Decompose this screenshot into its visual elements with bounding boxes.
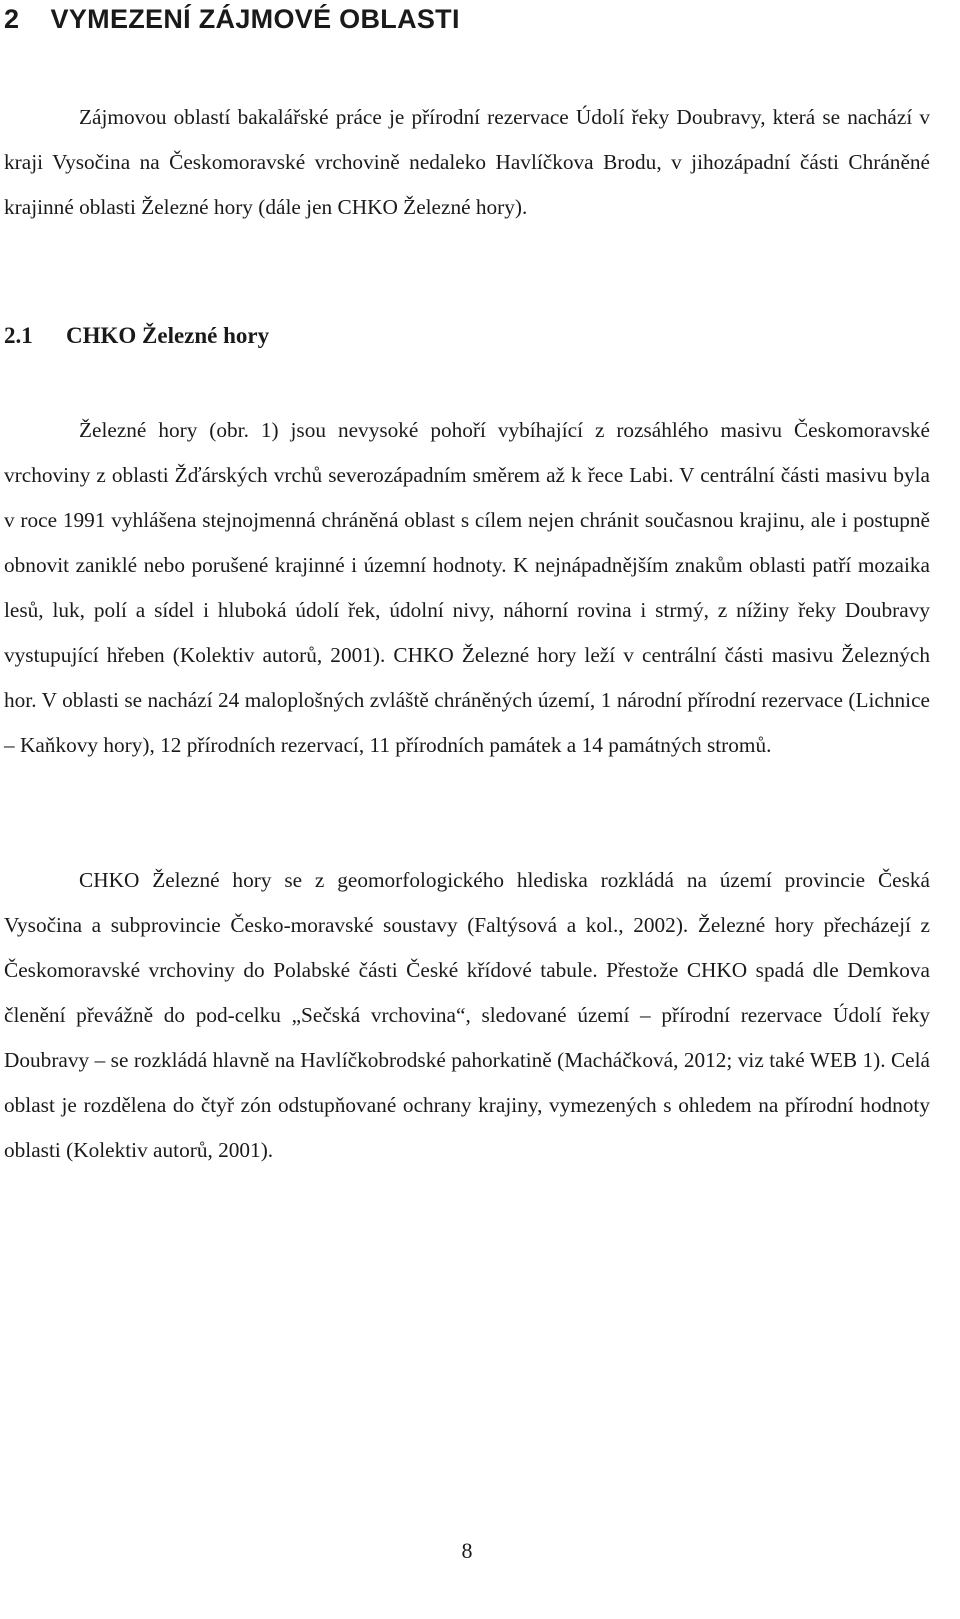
body-paragraph: Železné hory (obr. 1) jsou nevysoké pohoří vybíhající z rozsáhlého masivu Českomoravské vrchoviny z oblasti Žďárských vrchů severozápadním směrem až k řece Labi. V centrální části masivu byla v roce 1991 vyhlášena stejnojmenná chráněná oblast s cílem nejen chránit současnou krajinu, ale i postupně obnovit zaniklé nebo porušené krajinné i územní hodnoty. K nejnápadnějším znakům oblasti patří mozaika lesů, luk, polí a sídel i hluboká údolí řek, údolní nivy, náhorní rovina i strmý, z nížiny řeky Doubravy vystupující hřeben (Kolektiv autorů, 2001). CHKO Železné hory leží v centrální části masivu Železných hor. V oblasti se nachází 24 maloplošných zvláště chráněných území, 1 národní přírodní rezervace (Lichnice – Kaňkovy hory), 12 přírodních rezervací, 11 přírodních památek a 14 památných stromů. <box>4 418 930 757</box>
section-number: 2.1 <box>4 323 33 348</box>
section-title: CHKO Železné hory <box>66 323 270 348</box>
intro-paragraph: Zájmovou oblastí bakalářské práce je přírodní rezervace Údolí řeky Doubravy, která se nachází v kraji Vysočina na Českomoravské vrchovině nedaleko Havlíčkova Brodu, v jihozápadní části Chráněné krajinné oblasti Železné hory (dále jen CHKO Železné hory). <box>4 105 930 219</box>
section-heading <box>4 323 269 349</box>
chapter-title: VYMEZENÍ ZÁJMOVÉ OBLASTI <box>50 4 460 34</box>
page-number: 8 <box>461 1538 473 1563</box>
chapter-heading <box>4 4 460 35</box>
body-paragraph: CHKO Železné hory se z geomorfologického hlediska rozkládá na území provincie Česká Vysočina a subprovincie Česko-moravské soustavy (Faltýsová a kol., 2002). Železné hory přecházejí z Českomoravské vrchoviny do Polabské části České křídové tabule. Přestože CHKO spadá dle Demkova členění převážně do pod-celku „Sečská vrchovina“, sledované území – přírodní rezervace Údolí řeky Doubravy – se rozkládá hlavně na Havlíčkobrodské pahorkatině (Macháčková, 2012; viz také WEB 1). Celá oblast je rozdělena do čtyř zón odstupňované ochrany krajiny, vymezených s ohledem na přírodní hodnoty oblasti (Kolektiv autorů, 2001). <box>4 868 930 1162</box>
chapter-number: 2 <box>4 4 20 34</box>
